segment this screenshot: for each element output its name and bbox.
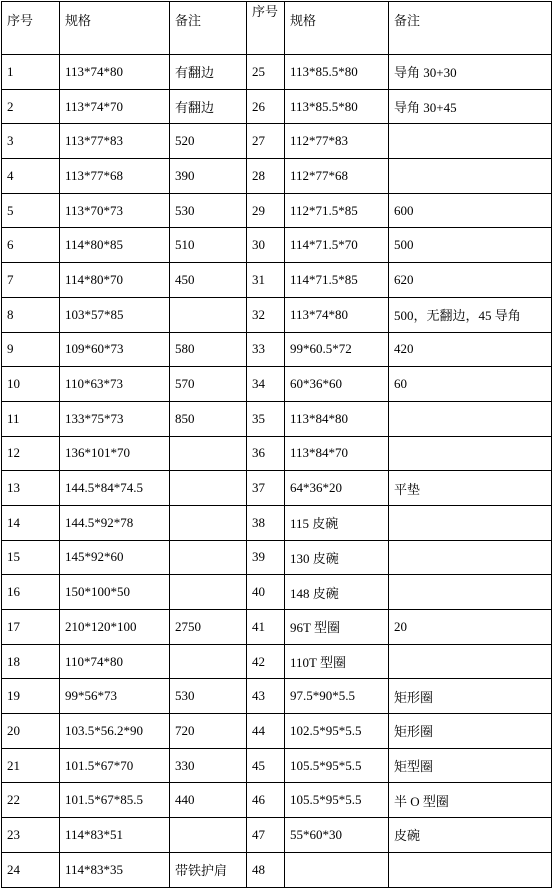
note-cell: 420 [389, 332, 552, 367]
index-cell: 40 [247, 575, 285, 610]
note-cell: 有翻边 [170, 89, 247, 124]
table-row [2, 193, 552, 228]
note-cell: 720 [170, 714, 247, 749]
index-cell: 14 [2, 505, 60, 540]
note-cell: 矩型圈 [389, 748, 552, 783]
note-cell: 330 [170, 748, 247, 783]
note-cell [170, 818, 247, 853]
index-cell: 12 [2, 436, 60, 471]
table-row [2, 852, 552, 887]
table-row [2, 540, 552, 575]
table-row [2, 332, 552, 367]
note-cell: 600 [389, 193, 552, 228]
note-cell [389, 575, 552, 610]
index-cell: 19 [2, 679, 60, 714]
note-cell: 导角 30+30 [389, 55, 552, 90]
note-cell: 620 [389, 263, 552, 298]
index-cell: 4 [2, 159, 60, 194]
spec-cell: 60*36*60 [285, 367, 389, 402]
spec-cell: 133*75*73 [60, 401, 170, 436]
note-cell: 850 [170, 401, 247, 436]
table-row [2, 818, 552, 853]
table-row [2, 714, 552, 749]
index-cell: 36 [247, 436, 285, 471]
index-cell: 5 [2, 193, 60, 228]
spec-cell: 136*101*70 [60, 436, 170, 471]
spec-cell: 113*77*83 [60, 124, 170, 159]
table-row [2, 748, 552, 783]
spec-cell: 110T 型圈 [285, 644, 389, 679]
note-cell [170, 540, 247, 575]
table-row [2, 401, 552, 436]
note-cell: 2750 [170, 610, 247, 645]
header-row [2, 2, 552, 55]
index-cell: 31 [247, 263, 285, 298]
note-cell [389, 540, 552, 575]
index-cell: 32 [247, 297, 285, 332]
index-cell: 10 [2, 367, 60, 402]
index-cell: 29 [247, 193, 285, 228]
table-row [2, 124, 552, 159]
header-index: 序号 [2, 2, 60, 55]
index-cell: 22 [2, 783, 60, 818]
note-cell [170, 297, 247, 332]
table-row [2, 644, 552, 679]
table-body [2, 55, 552, 888]
index-cell: 46 [247, 783, 285, 818]
spec-cell: 115 皮碗 [285, 505, 389, 540]
note-cell [170, 575, 247, 610]
spec-cell: 113*85.5*80 [285, 55, 389, 90]
spec-cell: 210*120*100 [60, 610, 170, 645]
index-cell: 37 [247, 471, 285, 506]
spec-cell: 144.5*92*78 [60, 505, 170, 540]
note-cell: 450 [170, 263, 247, 298]
note-cell: 510 [170, 228, 247, 263]
spec-cell: 150*100*50 [60, 575, 170, 610]
spec-cell: 148 皮碗 [285, 575, 389, 610]
table-row [2, 679, 552, 714]
spec-cell: 55*60*30 [285, 818, 389, 853]
index-cell: 7 [2, 263, 60, 298]
index-cell: 1 [2, 55, 60, 90]
spec-cell: 112*77*83 [285, 124, 389, 159]
header-index-2: 序号 [247, 2, 285, 55]
index-cell: 3 [2, 124, 60, 159]
note-cell: 半 O 型圈 [389, 783, 552, 818]
spec-cell: 103.5*56.2*90 [60, 714, 170, 749]
spec-cell: 114*83*51 [60, 818, 170, 853]
spec-cell: 144.5*84*74.5 [60, 471, 170, 506]
index-cell: 16 [2, 575, 60, 610]
note-cell: 皮碗 [389, 818, 552, 853]
table-row [2, 159, 552, 194]
table-row [2, 505, 552, 540]
spec-cell: 105.5*95*5.5 [285, 748, 389, 783]
spec-cell: 103*57*85 [60, 297, 170, 332]
header-note-2: 备注 [389, 2, 552, 55]
note-cell: 有翻边 [170, 55, 247, 90]
index-cell: 2 [2, 89, 60, 124]
note-cell: 570 [170, 367, 247, 402]
index-cell: 9 [2, 332, 60, 367]
spec-cell: 113*74*80 [285, 297, 389, 332]
spec-cell: 99*56*73 [60, 679, 170, 714]
note-cell: 60 [389, 367, 552, 402]
spec-cell: 99*60.5*72 [285, 332, 389, 367]
index-cell: 23 [2, 818, 60, 853]
spec-cell: 113*74*70 [60, 89, 170, 124]
header-note: 备注 [170, 2, 247, 55]
spec-cell: 130 皮碗 [285, 540, 389, 575]
spec-cell: 112*77*68 [285, 159, 389, 194]
table-row [2, 297, 552, 332]
spec-cell: 145*92*60 [60, 540, 170, 575]
index-cell: 42 [247, 644, 285, 679]
index-cell: 15 [2, 540, 60, 575]
note-cell [389, 124, 552, 159]
note-cell: 矩形圈 [389, 679, 552, 714]
spec-cell: 101.5*67*85.5 [60, 783, 170, 818]
index-cell: 34 [247, 367, 285, 402]
index-cell: 30 [247, 228, 285, 263]
note-cell: 440 [170, 783, 247, 818]
spec-cell: 101.5*67*70 [60, 748, 170, 783]
note-cell: 平垫 [389, 471, 552, 506]
table-row [2, 228, 552, 263]
table-row [2, 575, 552, 610]
index-cell: 17 [2, 610, 60, 645]
note-cell [170, 471, 247, 506]
note-cell [170, 436, 247, 471]
spec-cell: 110*74*80 [60, 644, 170, 679]
spec-cell: 64*36*20 [285, 471, 389, 506]
index-cell: 20 [2, 714, 60, 749]
table-row [2, 471, 552, 506]
note-cell [389, 644, 552, 679]
index-cell: 35 [247, 401, 285, 436]
spec-cell: 112*71.5*85 [285, 193, 389, 228]
index-cell: 48 [247, 852, 285, 887]
note-cell: 20 [389, 610, 552, 645]
index-cell: 11 [2, 401, 60, 436]
note-cell: 带铁护肩 [170, 852, 247, 887]
note-cell [389, 852, 552, 887]
note-cell [170, 505, 247, 540]
table-row [2, 263, 552, 298]
header-spec: 规格 [60, 2, 170, 55]
note-cell [389, 159, 552, 194]
spec-cell: 113*77*68 [60, 159, 170, 194]
spec-cell: 113*85.5*80 [285, 89, 389, 124]
spec-cell: 113*84*70 [285, 436, 389, 471]
index-cell: 33 [247, 332, 285, 367]
table-row [2, 610, 552, 645]
note-cell [389, 401, 552, 436]
index-cell: 43 [247, 679, 285, 714]
note-cell [389, 505, 552, 540]
spec-cell: 114*80*85 [60, 228, 170, 263]
spec-cell: 114*80*70 [60, 263, 170, 298]
index-cell: 39 [247, 540, 285, 575]
spec-cell: 114*83*35 [60, 852, 170, 887]
table-row [2, 367, 552, 402]
note-cell: 580 [170, 332, 247, 367]
index-cell: 18 [2, 644, 60, 679]
index-cell: 25 [247, 55, 285, 90]
note-cell: 530 [170, 679, 247, 714]
spec-cell: 105.5*95*5.5 [285, 783, 389, 818]
note-cell [170, 644, 247, 679]
spec-cell: 97.5*90*5.5 [285, 679, 389, 714]
index-cell: 27 [247, 124, 285, 159]
index-cell: 8 [2, 297, 60, 332]
spec-cell: 102.5*95*5.5 [285, 714, 389, 749]
table-row [2, 89, 552, 124]
spec-cell: 109*60*73 [60, 332, 170, 367]
index-cell: 41 [247, 610, 285, 645]
table-row [2, 55, 552, 90]
index-cell: 13 [2, 471, 60, 506]
note-cell: 390 [170, 159, 247, 194]
index-cell: 38 [247, 505, 285, 540]
note-cell [389, 436, 552, 471]
index-cell: 28 [247, 159, 285, 194]
note-cell: 500 [389, 228, 552, 263]
header-spec-2: 规格 [285, 2, 389, 55]
spec-table [1, 1, 552, 888]
note-cell: 520 [170, 124, 247, 159]
spec-cell: 96T 型圈 [285, 610, 389, 645]
spec-cell [285, 852, 389, 887]
table-row [2, 783, 552, 818]
note-cell: 530 [170, 193, 247, 228]
index-cell: 44 [247, 714, 285, 749]
spec-cell: 110*63*73 [60, 367, 170, 402]
index-cell: 45 [247, 748, 285, 783]
index-cell: 47 [247, 818, 285, 853]
index-cell: 26 [247, 89, 285, 124]
spec-cell: 113*74*80 [60, 55, 170, 90]
index-cell: 21 [2, 748, 60, 783]
index-cell: 24 [2, 852, 60, 887]
index-cell: 6 [2, 228, 60, 263]
spec-cell: 113*84*80 [285, 401, 389, 436]
table-row [2, 436, 552, 471]
spec-cell: 113*70*73 [60, 193, 170, 228]
note-cell: 500，无翻边，45 导角 [389, 297, 552, 332]
spec-cell: 114*71.5*85 [285, 263, 389, 298]
note-cell: 导角 30+45 [389, 89, 552, 124]
spec-cell: 114*71.5*70 [285, 228, 389, 263]
note-cell: 矩形圈 [389, 714, 552, 749]
